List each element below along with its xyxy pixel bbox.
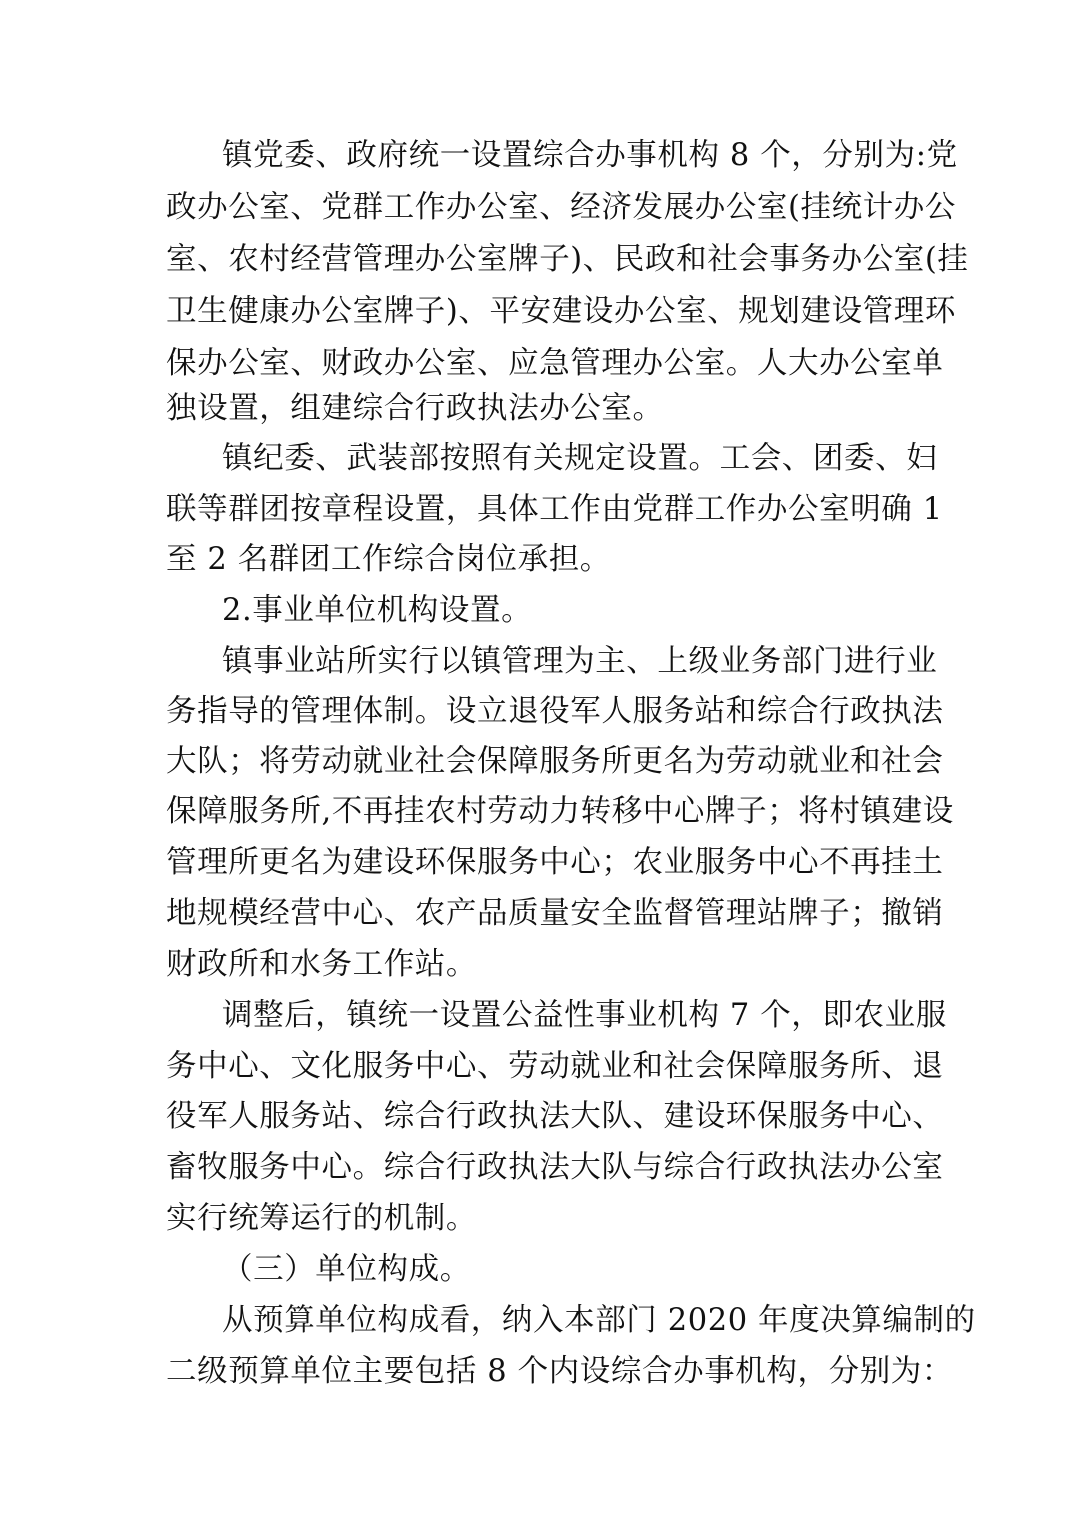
paragraph-3-line-7: 财政所和水务工作站。 xyxy=(166,947,477,982)
paragraph-3-line-4: 保障服务所,不再挂农村劳动力转移中心牌子；将村镇建设 xyxy=(166,794,954,829)
paragraph-1-line-3: 室、农村经营管理办公室牌子)、民政和社会事务办公室(挂 xyxy=(166,242,969,277)
paragraph-5-line-2: 二级预算单位主要包括 8 个内设综合办事机构，分别为： xyxy=(166,1354,953,1389)
paragraph-5-line-1: 从预算单位构成看，纳入本部门 2020 年度决算编制的 xyxy=(222,1303,976,1338)
paragraph-1-line-4: 卫生健康办公室牌子)、平安建设办公室、规划建设管理环 xyxy=(166,294,956,329)
paragraph-1-line-5: 保办公室、财政办公室、应急管理办公室。人大办公室单 xyxy=(166,346,944,381)
paragraph-3-line-1: 镇事业站所实行以镇管理为主、上级业务部门进行业 xyxy=(222,644,938,679)
section-heading-2: 2.事业单位机构设置。 xyxy=(222,593,533,628)
paragraph-2-line-2: 联等群团按章程设置，具体工作由党群工作办公室明确 1 xyxy=(166,492,943,527)
paragraph-4-line-2: 务中心、文化服务中心、劳动就业和社会保障服务所、退 xyxy=(166,1049,944,1084)
paragraph-1-line-6: 独设置，组建综合行政执法办公室。 xyxy=(166,391,664,426)
paragraph-2-line-3: 至 2 名群团工作综合岗位承担。 xyxy=(166,542,611,577)
paragraph-3-line-6: 地规模经营中心、农产品质量安全监督管理站牌子；撤销 xyxy=(166,896,944,931)
paragraph-3-line-5: 管理所更名为建设环保服务中心；农业服务中心不再挂土 xyxy=(166,845,944,880)
paragraph-3-line-2: 务指导的管理体制。设立退役军人服务站和综合行政执法 xyxy=(166,694,944,729)
paragraph-4-line-3: 役军人服务站、综合行政执法大队、建设环保服务中心、 xyxy=(166,1099,944,1134)
paragraph-1-line-2: 政办公室、党群工作办公室、经济发展办公室(挂统计办公 xyxy=(166,190,956,225)
paragraph-4-line-5: 实行统筹运行的机制。 xyxy=(166,1201,477,1236)
paragraph-4-line-1: 调整后，镇统一设置公益性事业机构 7 个，即农业服 xyxy=(222,998,947,1033)
paragraph-1-line-1: 镇党委、政府统一设置综合办事机构 8 个，分别为:党 xyxy=(222,138,958,173)
paragraph-4-line-4: 畜牧服务中心。综合行政执法大队与综合行政执法办公室 xyxy=(166,1150,944,1185)
section-heading-3: （三）单位构成。 xyxy=(222,1252,471,1287)
paragraph-3-line-3: 大队；将劳动就业社会保障服务所更名为劳动就业和社会 xyxy=(166,744,944,779)
paragraph-2-line-1: 镇纪委、武装部按照有关规定设置。工会、团委、妇 xyxy=(222,441,938,476)
